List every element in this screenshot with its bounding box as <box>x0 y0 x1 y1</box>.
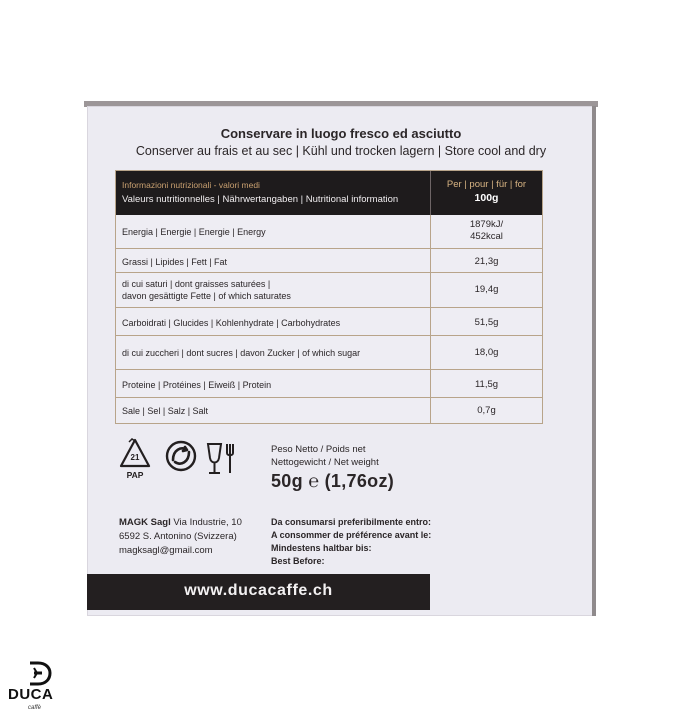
table-row-energy <box>116 215 542 249</box>
best-before-block <box>271 516 431 568</box>
header-multilingual: Valeurs nutritionnelles | Nährwertangaben | Nutritional information <box>122 194 399 205</box>
storage-subtitle: Conserver au frais et au sec | Kühl und trocken lagern | Store cool and dry <box>135 144 547 158</box>
row-value: 11,5g <box>474 379 499 390</box>
row-label: Proteine | Protéines | Eiweiß | Protein <box>122 380 272 390</box>
row-label: Energia | Energie | Energie | Energy <box>122 227 266 237</box>
product-box-back <box>87 106 595 616</box>
best-before-fr: A consommer de préférence avant le: <box>271 530 432 540</box>
best-before-en: Best Before: <box>271 556 325 566</box>
row-label: Carboidrati | Glucides | Kohlenhydrate | Carbohydrates <box>122 318 341 328</box>
row-label: Grassi | Lipides | Fett | Fat <box>122 257 228 267</box>
nutrition-table-header <box>116 171 542 215</box>
row-label: di cui zuccheri | dont sucres | davon Zucker | of which sugar <box>122 348 361 358</box>
recycle-code: PAP <box>126 470 144 480</box>
table-row-fat <box>116 249 542 273</box>
net-weight-label <box>271 443 379 469</box>
storage-title: Conservare in luogo fresco ed asciutto <box>220 126 462 141</box>
row-value: 0,7g <box>477 405 496 416</box>
table-row-sugar <box>116 336 542 370</box>
food-contact-icon <box>208 444 233 473</box>
row-value: 18,0g <box>474 347 499 358</box>
company-info <box>119 516 242 558</box>
per-label: Per | pour | für | for <box>446 179 527 190</box>
green-dot-icon <box>167 442 195 470</box>
net-weight-value: 50g ℮ (1,76oz) <box>271 471 395 491</box>
nutrition-table <box>115 170 543 424</box>
row-label: di cui saturi | dont graisses saturées | <box>122 279 271 289</box>
row-value: 19,4g <box>474 284 499 295</box>
duca-logo <box>8 660 64 716</box>
company-address-1: Via Industrie, 10 <box>170 517 242 528</box>
row-value-2: 452kcal <box>470 231 503 242</box>
company-email: magksagl@gmail.com <box>119 545 213 556</box>
box-right-edge <box>592 106 596 616</box>
row-value: 51,5g <box>474 317 499 328</box>
packaging-icons <box>115 436 255 486</box>
recycle-triangle-icon <box>121 439 149 480</box>
brand-sub: caffè <box>28 705 42 711</box>
header-italian: Informazioni nutrizionali - valori medi <box>122 180 260 190</box>
table-row-carbohydrates <box>116 308 542 336</box>
best-before-it: Da consumarsi preferibilmente entro: <box>271 517 432 527</box>
duca-logo-mark-icon <box>8 660 64 688</box>
best-before-de: Mindestens haltbar bis: <box>271 543 372 553</box>
net-weight-label-1: Peso Netto / Poids net <box>271 444 366 455</box>
website-url: www.ducacaffe.ch <box>184 582 333 599</box>
row-value: 21,3g <box>474 256 499 267</box>
table-row-salt <box>116 398 542 423</box>
net-weight-label-2: Nettogewicht / Net weight <box>271 457 379 468</box>
company-address-2: 6592 S. Antonino (Svizzera) <box>119 531 237 542</box>
company-name: MAGK Sagl <box>119 517 171 528</box>
row-label: Sale | Sel | Salz | Salt <box>122 406 209 416</box>
brand-name: DUCA <box>8 686 54 703</box>
row-value: 1879kJ/ <box>469 219 504 230</box>
per-amount: 100g <box>474 192 499 204</box>
table-row-protein <box>116 370 542 398</box>
table-row-saturates <box>116 273 542 308</box>
website-band <box>87 574 430 610</box>
row-label-2: davon gesättigte Fette | of which saturates <box>122 291 291 301</box>
recycle-number: 21 <box>130 453 140 462</box>
